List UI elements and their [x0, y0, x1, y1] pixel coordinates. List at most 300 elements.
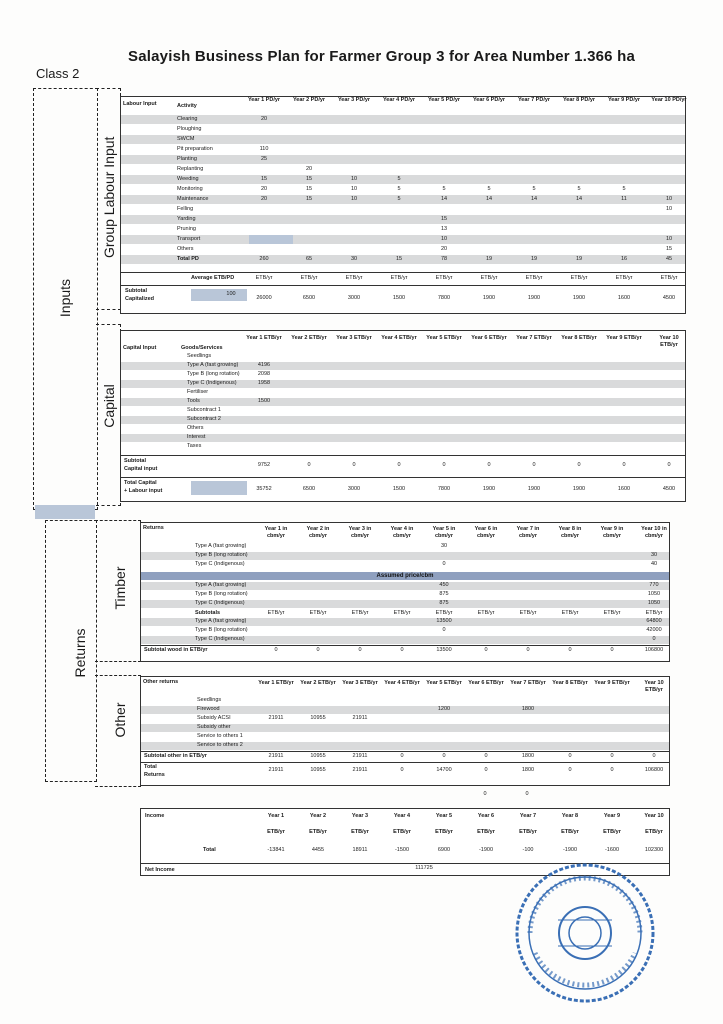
year-header: Year 7 ETB/yr: [516, 335, 552, 341]
row-label: Others: [187, 425, 204, 431]
table-row: [121, 145, 685, 154]
value-cell: 40: [650, 561, 658, 567]
table-row: [121, 416, 685, 424]
value-cell: 13500: [436, 618, 452, 624]
value-cell: 5: [397, 176, 401, 182]
year-header: Year 2 PD/yr: [292, 97, 326, 103]
subtotal-cell: 9752: [257, 462, 271, 468]
table-row: [141, 706, 669, 714]
value-cell: 14: [575, 196, 583, 202]
year-header: Year 3 PD/yr: [337, 97, 371, 103]
transport-highlight: [249, 235, 293, 244]
year-header: Year 9: [603, 813, 621, 819]
value-cell: 10: [350, 186, 358, 192]
subtotal-cell: 1900: [527, 295, 541, 301]
year-header: Year 3 ETB/yr: [342, 680, 378, 686]
value-cell: 5: [532, 186, 536, 192]
unit-cell: ETB/yr: [300, 275, 318, 281]
row-label: Planting: [177, 156, 197, 162]
table-row: [121, 195, 685, 204]
year-header: Year 10 ETB/yr: [659, 335, 679, 348]
value-cell: 1200: [437, 706, 451, 712]
total-label: Total: [144, 764, 157, 770]
value-cell: 875: [439, 600, 449, 606]
value-cell: 1800: [521, 706, 535, 712]
labour-input-table: [120, 96, 686, 314]
value-cell: 10: [350, 196, 358, 202]
row-label: Transport: [177, 236, 201, 242]
subtotal-label: Subtotal other in ETB/yr: [144, 753, 207, 759]
total-cell: 1500: [392, 486, 406, 492]
goods-label: Goods/Services: [181, 345, 223, 351]
row-label: Type C (Indigenous): [195, 561, 245, 567]
table-row: [121, 380, 685, 388]
total-cell: 106800: [644, 767, 664, 773]
subtotal-cell: 3000: [347, 295, 361, 301]
value-cell: 20: [260, 116, 268, 122]
value-cell: 1050: [647, 600, 661, 606]
unit-cell: ETB/yr: [390, 275, 408, 281]
value-cell: 1958: [257, 380, 271, 386]
total-cell: 0: [484, 767, 488, 773]
total-cell: 1900: [572, 486, 586, 492]
table-row: [141, 697, 669, 705]
value-cell: 10: [665, 196, 673, 202]
row-label: Type B (long rotation): [195, 552, 248, 558]
other-returns-label: Other returns: [143, 679, 179, 685]
subtotal-cell: 0: [307, 462, 311, 468]
value-cell: 110: [259, 146, 269, 152]
year-header: Year 7 ETB/yr: [510, 680, 546, 686]
subtotal-label2: Capital input: [124, 466, 158, 472]
table-row: [121, 155, 685, 164]
value-cell: 5: [442, 186, 446, 192]
unit-cell: ETB/yr: [615, 275, 633, 281]
row-label: Taxes: [187, 443, 202, 449]
value-cell: 11: [621, 196, 627, 202]
value-cell: 20: [260, 196, 268, 202]
subtotal-cell: 13500: [436, 647, 452, 653]
value-cell: 450: [439, 582, 449, 588]
official-stamp: [510, 858, 660, 1008]
value-cell: 25: [260, 156, 268, 162]
year-header: Year 6 in cbm/yr: [474, 526, 498, 539]
page-title: Salayish Business Plan for Farmer Group 3 for Area Number 1.366 ha: [128, 48, 635, 65]
returns-label: Returns: [72, 628, 88, 678]
year-header: Year 5 ETB/yr: [426, 680, 462, 686]
unit-cell: ETB/yr: [309, 829, 327, 835]
year-header: Year 10: [644, 813, 664, 819]
row-label: Seedlings: [187, 353, 212, 359]
avg-label: Average ETB/PD: [191, 275, 235, 281]
value-cell: 14: [485, 196, 493, 202]
year-header: Year 1 in cbm/yr: [264, 526, 288, 539]
year-header: Year 3 in cbm/yr: [348, 526, 372, 539]
unit-cell: ETB/yr: [561, 829, 579, 835]
subtotal-cell: 0: [358, 647, 362, 653]
table-row: [121, 115, 685, 124]
table-row: [141, 627, 669, 635]
value-cell: 64800: [646, 618, 662, 624]
returns-frame: [45, 520, 97, 782]
value-cell: 5: [577, 186, 581, 192]
year-header: Year 10 PD/yr: [651, 97, 687, 103]
year-header: Year 5 in cbm/yr: [432, 526, 456, 539]
row-label: Subcontract 2: [187, 416, 221, 422]
total-divider: [141, 762, 669, 763]
unit-cell: ETB/yr: [603, 829, 621, 835]
year-header: Year 3: [351, 813, 369, 819]
year-header: Year 9 in cbm/yr: [600, 526, 624, 539]
table-row: [121, 362, 685, 370]
value-cell: 45: [665, 256, 673, 262]
subtotal-cell: 0: [532, 462, 536, 468]
value-cell: 10: [665, 236, 673, 242]
subtotal-cell: 0: [577, 462, 581, 468]
year-header: Year 1 ETB/yr: [246, 335, 282, 341]
year-header: Year 2 in cbm/yr: [306, 526, 330, 539]
unit-cell: ETB/yr: [435, 275, 453, 281]
subtotal-cell: 0: [484, 753, 488, 759]
value-cell: 10: [665, 206, 673, 212]
row-label: Type B (long rotation): [195, 627, 248, 633]
table-row: [121, 215, 685, 224]
table-row: [121, 225, 685, 234]
value-cell: 78: [440, 256, 448, 262]
table-row: [141, 618, 669, 626]
year-header: Year 8 ETB/yr: [552, 680, 588, 686]
year-header: Year 8 PD/yr: [562, 97, 596, 103]
row-label: Others: [177, 246, 194, 252]
table-row: [141, 600, 669, 608]
value-cell: 0: [442, 561, 446, 567]
year-header: Year 4 ETB/yr: [384, 680, 420, 686]
subtotal-cell: 4500: [662, 295, 676, 301]
table-row: [121, 255, 685, 264]
subtotal-cell: 6500: [302, 295, 316, 301]
subtotal-cell: 0: [610, 647, 614, 653]
year-header: Year 7: [519, 813, 537, 819]
subtotal-cell: 7800: [437, 295, 451, 301]
value-cell: 19: [530, 256, 538, 262]
subtotal-cell: 0: [652, 753, 656, 759]
subtotal-cell: 0: [316, 647, 320, 653]
total-cell: 35752: [256, 486, 272, 492]
total-cell: 10955: [310, 767, 326, 773]
table-row: [141, 742, 669, 750]
row-label: Interest: [187, 434, 206, 440]
value-cell: 14: [440, 196, 448, 202]
value-cell: 20: [440, 246, 448, 252]
subtotal-cell: 10955: [310, 753, 326, 759]
unit-cell: ETB/yr: [393, 610, 411, 616]
income-label: Income: [145, 813, 165, 819]
year-header: Year 4: [393, 813, 411, 819]
subtotal-cell: 0: [352, 462, 356, 468]
year-header: Year 7 PD/yr: [517, 97, 551, 103]
income-total-cell: -1900: [478, 847, 494, 853]
row-label: Maintenance: [177, 196, 209, 202]
other-returns-table: [140, 676, 670, 786]
income-total-cell: -13841: [267, 847, 285, 853]
net-income-value: 111725: [415, 865, 433, 871]
year-header: Year 10 in cbm/yr: [641, 526, 667, 539]
year-header: Year 4 ETB/yr: [381, 335, 417, 341]
year-header: Year 9 ETB/yr: [606, 335, 642, 341]
row-label: Pruning: [177, 226, 196, 232]
year-header: Year 1: [267, 813, 285, 819]
year-header: Year 4 PD/yr: [382, 97, 416, 103]
subtotal-cell: 0: [667, 462, 671, 468]
total-cell: 7800: [437, 486, 451, 492]
year-header: Year 4 in cbm/yr: [390, 526, 414, 539]
row-label: Type A (fast growing): [195, 582, 247, 588]
unit-cell: ETB/yr: [393, 829, 411, 835]
table-row: [121, 165, 685, 174]
inputs-label: Inputs: [57, 278, 73, 318]
unit-cell: ETB/yr: [351, 610, 369, 616]
subtotal-divider: [121, 455, 685, 456]
total-cell: 3000: [347, 486, 361, 492]
subtotals-label: Subtotals: [195, 610, 221, 616]
subtotal-cell: 0: [568, 753, 572, 759]
row-label: Type A (fast growing): [195, 618, 247, 624]
value-cell: 15: [440, 216, 448, 222]
income-total-cell: 18911: [352, 847, 368, 853]
value-cell: 19: [575, 256, 583, 262]
row-label: Tools: [187, 398, 200, 404]
row-label: Type C (Indigenous): [195, 600, 245, 606]
value-cell: 15: [395, 256, 403, 262]
subtotal-cell: 0: [274, 647, 278, 653]
value-cell: 42000: [646, 627, 662, 633]
table-row: [141, 724, 669, 732]
row-label: Type A (fast growing): [187, 362, 239, 368]
activity-label: Activity: [177, 103, 197, 109]
table-row: [121, 389, 685, 397]
value-cell: 10: [440, 236, 448, 242]
total-cell: 4500: [662, 486, 676, 492]
table-row: [121, 205, 685, 214]
value-cell: 20: [260, 186, 268, 192]
year-header: Year 6 ETB/yr: [468, 680, 504, 686]
subtotal-cell: 1800: [521, 753, 535, 759]
value-cell: 770: [649, 582, 659, 588]
value-cell: 15: [305, 176, 313, 182]
value-cell: 30: [650, 552, 658, 558]
unit-cell: ETB/yr: [267, 610, 285, 616]
year-header: Year 2 ETB/yr: [300, 680, 336, 686]
row-label: Service to others 2: [197, 742, 243, 748]
subtotal-label: Subtotal wood in ETB/yr: [144, 647, 208, 653]
value-cell: 5: [397, 196, 401, 202]
unit-cell: ETB/yr: [525, 275, 543, 281]
capital-input-table: [120, 330, 686, 502]
value-cell: 30: [440, 543, 448, 549]
table-row: [121, 398, 685, 406]
value-cell: 2098: [257, 371, 271, 377]
value-cell: 0: [652, 636, 656, 642]
unit-cell: ETB/yr: [309, 610, 327, 616]
total-cell: 1900: [482, 486, 496, 492]
row-label: Type A (fast growing): [195, 543, 247, 549]
year-header: Year 6 PD/yr: [472, 97, 506, 103]
subtotal-cell: 0: [610, 753, 614, 759]
subtotal-label: Subtotal: [125, 288, 147, 294]
price-band: Assumed price/cbm: [141, 572, 669, 580]
row-label: Ploughing: [177, 126, 202, 132]
income-total-cell: -1900: [562, 847, 578, 853]
total-cell: 0: [610, 767, 614, 773]
other-label: Other: [112, 702, 128, 738]
table-row: [121, 443, 685, 451]
table-row: [121, 371, 685, 379]
table-row: [141, 582, 669, 590]
table-row: [121, 125, 685, 134]
value-cell: 0: [442, 627, 446, 633]
table-row: [141, 552, 669, 560]
row-label: Subsidy other: [197, 724, 231, 730]
subtotal-box: [121, 285, 685, 286]
row-label: Monitoring: [177, 186, 203, 192]
unit-cell: ETB/yr: [561, 610, 579, 616]
table-row: [121, 407, 685, 415]
table-row: [121, 235, 685, 244]
value-cell: 21911: [352, 715, 368, 721]
row-label: Seedlings: [197, 697, 222, 703]
value-cell: 14: [530, 196, 538, 202]
row-label: SWCM: [177, 136, 195, 142]
table-row: [141, 715, 669, 723]
value-cell: 21911: [268, 715, 284, 721]
row-label: Service to others 1: [197, 733, 243, 739]
total-cell: 0: [568, 767, 572, 773]
row-label: Type C (Indigenous): [187, 380, 237, 386]
value-cell: 15: [305, 196, 313, 202]
class-label: Class 2: [36, 66, 80, 81]
subtotal-cell: 0: [400, 647, 404, 653]
unit-cell: ETB/yr: [435, 610, 453, 616]
subtotal-cell: 1900: [482, 295, 496, 301]
year-header: Year 8: [561, 813, 579, 819]
year-header: Year 5 PD/yr: [427, 97, 461, 103]
row-label: Weeding: [177, 176, 199, 182]
subtotal-cell: 1600: [617, 295, 631, 301]
labour-input-label: Labour Input: [123, 101, 157, 107]
value-cell: 20: [305, 166, 313, 172]
value-cell: 19: [485, 256, 493, 262]
value-cell: 875: [439, 591, 449, 597]
year-header: Year 1 ETB/yr: [258, 680, 294, 686]
year-header: Year 9 PD/yr: [607, 97, 641, 103]
income-total-label: Total: [203, 847, 216, 853]
table-row: [141, 636, 669, 644]
subtotal-cell: 0: [397, 462, 401, 468]
subtotal-cell: 0: [568, 647, 572, 653]
subtotal-cell: 0: [442, 753, 446, 759]
row-label: Type B (long rotation): [187, 371, 240, 377]
subtotal-cell: 1500: [392, 295, 406, 301]
subtotal-cell: 0: [622, 462, 626, 468]
income-total-cell: -1500: [394, 847, 410, 853]
year-header: Year 2: [309, 813, 327, 819]
year-header: Year 5: [435, 813, 453, 819]
total-cell: 1600: [617, 486, 631, 492]
capital-label: Capital: [101, 384, 117, 428]
year-header: Year 8 ETB/yr: [561, 335, 597, 341]
unit-cell: ETB/yr: [660, 275, 678, 281]
income-total-cell: 102300: [644, 847, 664, 853]
total-label2: + Labour input: [124, 488, 163, 494]
row-label: Clearing: [177, 116, 198, 122]
income-total-cell: 6900: [437, 847, 451, 853]
total-cell: 1900: [527, 486, 541, 492]
unit-cell: ETB/yr: [570, 275, 588, 281]
total-cell: 21911: [352, 767, 368, 773]
row-label: Yarding: [177, 216, 196, 222]
unit-cell: ETB/yr: [519, 610, 537, 616]
year-header: Year 3 ETB/yr: [336, 335, 372, 341]
table-row: [121, 425, 685, 433]
row-label: Fertiliser: [187, 389, 209, 395]
timber-returns-table: [140, 522, 670, 662]
value-cell: 15: [260, 176, 268, 182]
year-header: Year 7 in cbm/yr: [516, 526, 540, 539]
income-total-cell: -1600: [604, 847, 620, 853]
unit-cell: ETB/yr: [645, 829, 663, 835]
row-label: Pit preparation: [177, 146, 213, 152]
unit-cell: ETB/yr: [477, 610, 495, 616]
unit-cell: ETB/yr: [645, 610, 663, 616]
value-cell: 15: [305, 186, 313, 192]
table-row: [121, 245, 685, 254]
table-row: [141, 733, 669, 741]
avg-value: 100: [226, 291, 236, 297]
total-cell: 21911: [268, 767, 284, 773]
total-cell: 6500: [302, 486, 316, 492]
value-cell: 1500: [257, 398, 271, 404]
value-cell: 16: [620, 256, 628, 262]
total-label2: Returns: [144, 772, 165, 778]
table-row: [121, 135, 685, 144]
unit-cell: ETB/yr: [519, 829, 537, 835]
total-cell: 1800: [521, 767, 535, 773]
total-label: Total Capital: [124, 480, 157, 486]
subtotal-cell: 0: [487, 462, 491, 468]
value-cell: 15: [665, 246, 673, 252]
subtotal-cell: 1900: [572, 295, 586, 301]
total-cell: 0: [400, 767, 404, 773]
row-label: Felling: [177, 206, 194, 212]
table-row: [141, 543, 669, 551]
timber-label: Timber: [112, 566, 128, 610]
unit-cell: ETB/yr: [603, 610, 621, 616]
subtotal-cell: 21911: [268, 753, 284, 759]
value-cell: 30: [350, 256, 358, 262]
year-header: Year 10 ETB/yr: [644, 680, 664, 693]
net-income-label: Net Income: [145, 867, 175, 873]
unit-cell: ETB/yr: [477, 829, 495, 835]
table-row: [141, 591, 669, 599]
row-label: Type B (long rotation): [195, 591, 248, 597]
value-cell: 260: [259, 256, 269, 262]
row-label: Total PD: [177, 256, 199, 262]
total-highlight: [191, 481, 247, 495]
row-label: Replanting: [177, 166, 204, 172]
group-labour-label: Group Labour Input: [101, 136, 117, 258]
year-header: Year 6: [477, 813, 495, 819]
subtotal-divider: [121, 272, 685, 273]
